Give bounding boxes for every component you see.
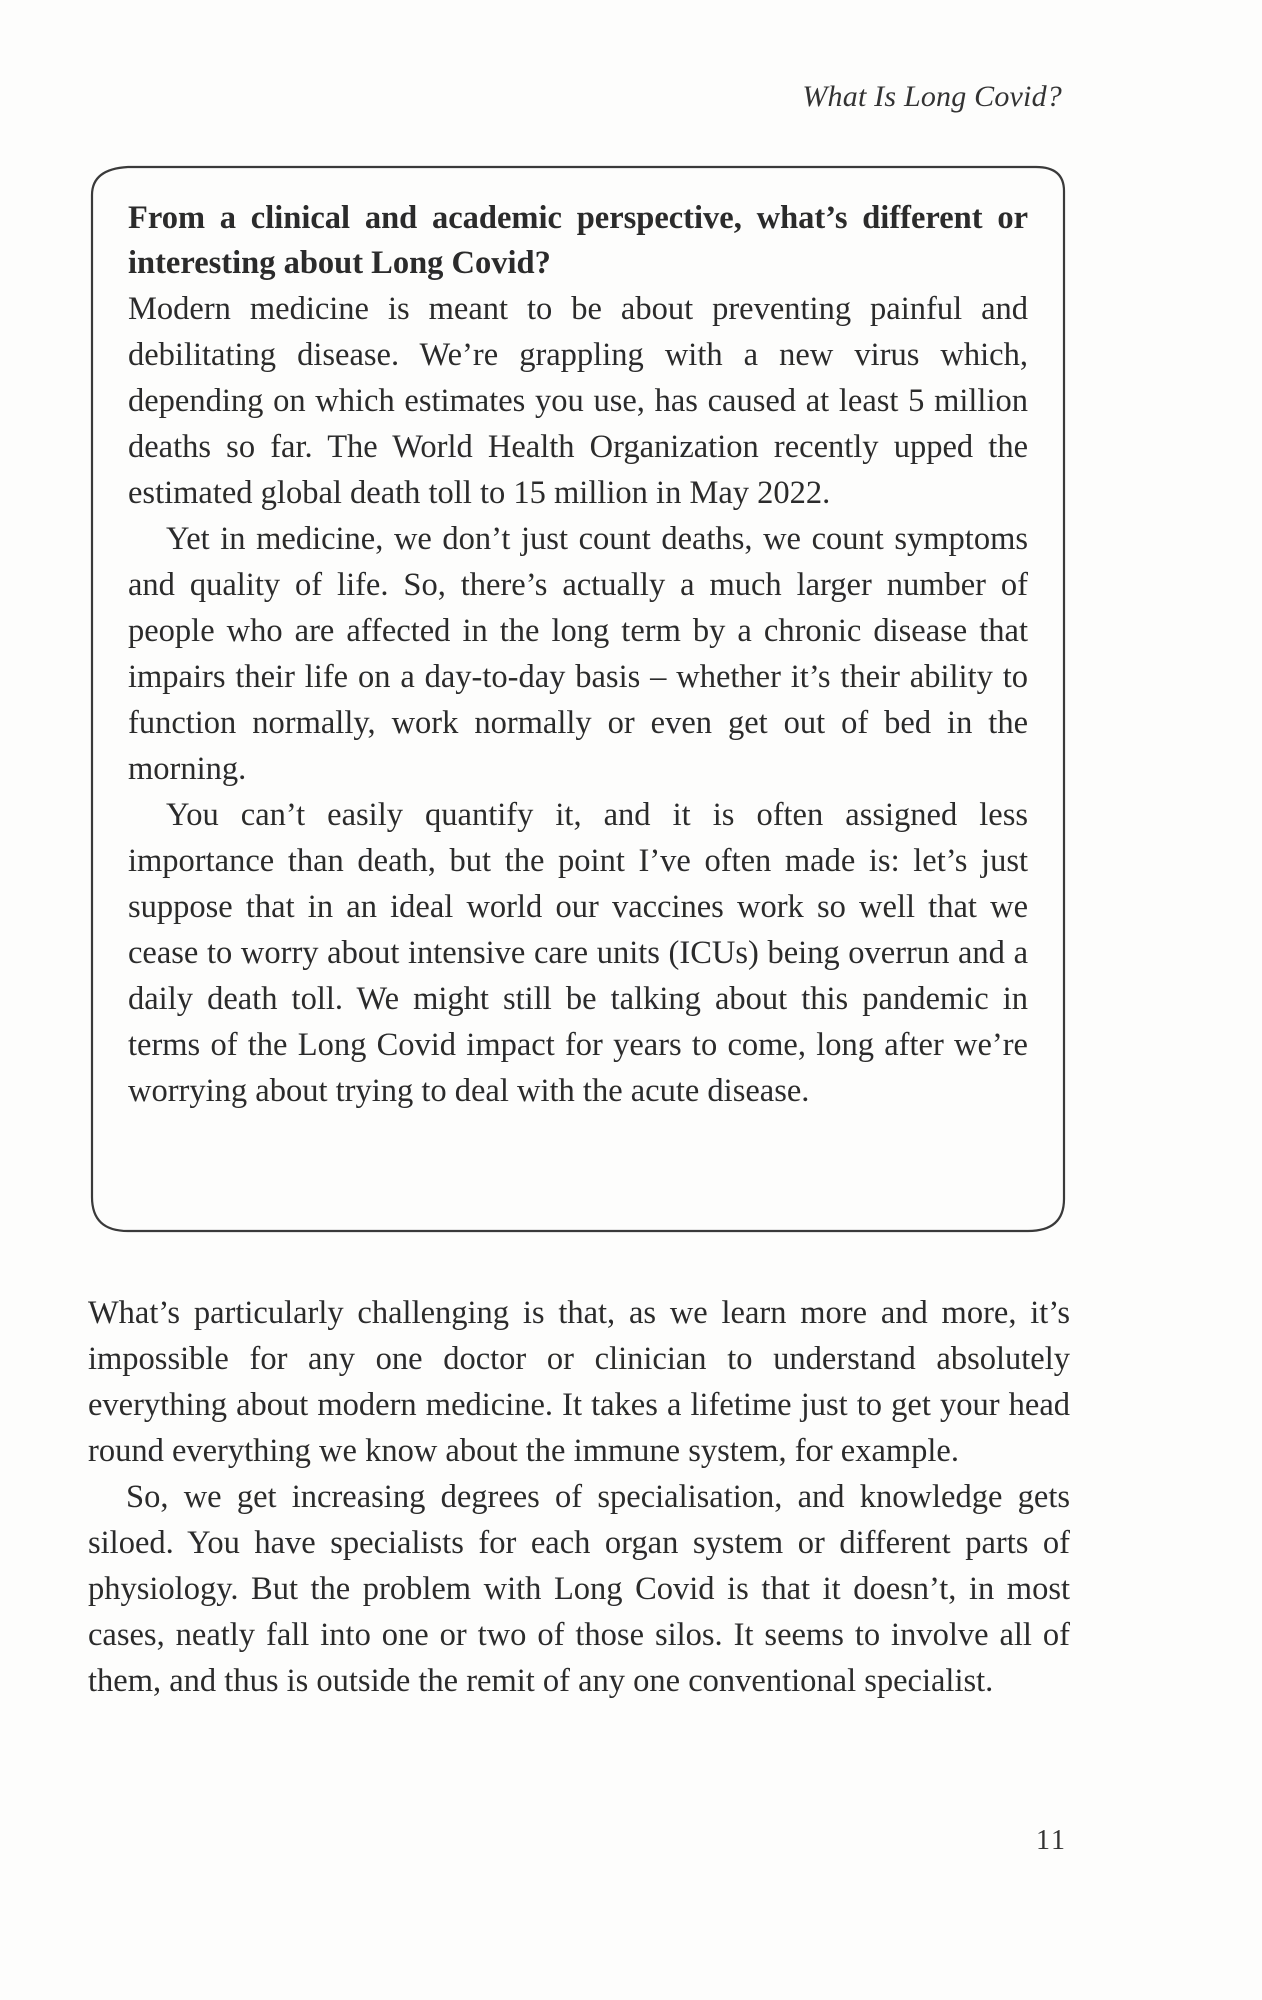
box-paragraph-3: You can’t easily quantify it, and it is often assigned less importance than death, but the point I’ve often made is: let’s just suppose that in an ideal world our vaccines work so well that we cease to worry about intensive care units (ICUs) being overrun and a daily death toll. We might still be talking about this pandemic in terms of the Long Covid impact for years to come, long after we’re worrying about trying to deal with the acute disease. [128, 797, 1028, 1109]
running-head: What Is Long Covid? [802, 80, 1062, 113]
body-text [88, 1290, 1070, 1704]
box-paragraph-1: Modern medicine is meant to be about preventing painful and debilitating disease. We’re grappling with a new virus which, depending on which estimates you use, has caused at least 5 million deaths so far. The World Health Organization recently upped the estimated global death toll to 15 million in May 2022. [128, 291, 1028, 511]
page-number: 11 [1036, 1825, 1067, 1856]
box-question-heading: From a clinical and academic perspective, what’s different or interesting about Long Covid? [128, 200, 1028, 281]
box-paragraph-2: Yet in medicine, we don’t just count deaths, we count symptoms and quality of life. So, there’s actually a much larger number of people who are affected in the long term by a chronic disease that impairs their life on a day-to-day basis – whether it’s their ability to function normally, work normally or even get out of bed in the morning. [128, 521, 1028, 787]
interview-box [128, 196, 1028, 1114]
body-paragraph-2: So, we get increasing degrees of specialisation, and knowledge gets siloed. You have specialists for each organ system or different parts of physiology. But the problem with Long Covid is that it doesn’t, in most cases, neatly fall into one or two of those silos. It seems to involve all of them, and thus is outside the remit of any one conventional specialist. [88, 1479, 1070, 1699]
body-paragraph-1: What’s particularly challenging is that, as we learn more and more, it’s impossible for any one doctor or clinician to understand absolutely everything about modern medicine. It takes a lifetime just to get your head round everything we know about the immune system, for example. [88, 1295, 1070, 1469]
